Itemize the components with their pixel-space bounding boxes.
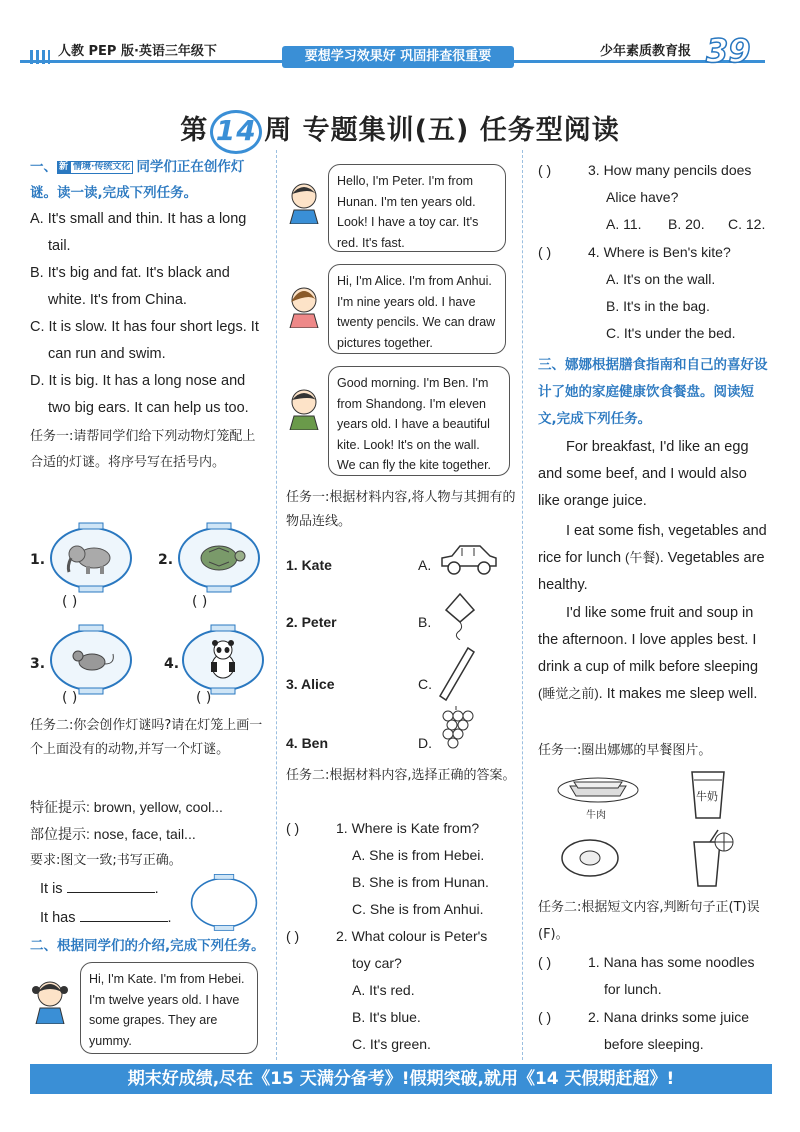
publisher: 少年素质教育报 [600, 44, 692, 59]
beef-label: 牛肉 [586, 810, 606, 821]
ben-speech: Good morning. I'm Ben. I'm from Shandong. I'm eleven years old. I have a beautiful kite. Look! It's on the wall. We can fly the kite together. [328, 366, 510, 476]
book-edition: 人教 PEP 版·英语三年级下 [58, 44, 217, 59]
q3-option-b[interactable]: B. 20. [668, 216, 705, 232]
riddle-d: D. It is big. It has a long nose and two big ears. It can help us too. [30, 373, 249, 416]
match-item-label: B. [418, 614, 432, 630]
task-1-instruction: 任务一:请帮同学们给下列动物灯笼配上合适的灯谜。将序号写在括号内。 [30, 429, 256, 470]
q2-option-c[interactable]: C. It's green. [352, 1036, 431, 1052]
statement-2-cont: before sleeping. [604, 1036, 704, 1052]
alice-avatar-icon [284, 282, 324, 328]
kate-speech: Hi, I'm Kate. I'm from Hebei. I'm twelve years old. I have some grapes. They are yummy. [80, 962, 258, 1054]
section-3-heading: 三、娜娜根据膳食指南和自己的喜好设计了她的家庭健康饮食餐盘。阅读短文,完成下列任务。 [538, 357, 768, 427]
ben-avatar-icon [284, 384, 324, 430]
orange-juice-icon[interactable] [680, 828, 740, 888]
q1-paren[interactable]: ( ) [286, 820, 300, 836]
elephant-lantern-icon [48, 520, 134, 594]
q1-option-c[interactable]: C. She is from Anhui. [352, 901, 484, 917]
toy-car-icon[interactable] [438, 540, 500, 578]
q2-question-cont: toy car? [352, 955, 402, 971]
pencil-icon[interactable] [438, 644, 478, 704]
passage-lunch: I eat some fish, vegetables and rice for lunch (午餐). Vegetables are healthy. [538, 523, 767, 593]
peter-avatar-icon [284, 178, 324, 224]
q2-option-b[interactable]: B. It's blue. [352, 1009, 421, 1025]
q1-question: 1. Where is Kate from? [336, 820, 480, 836]
riddle-a: A. It's small and thin. It has a long tail. [30, 211, 247, 254]
match-name-peter[interactable]: 2. Peter [286, 614, 337, 630]
task-2-instruction: 任务二:你会创作灯谜吗?请在灯笼上画一个上面没有的动物,并写一个灯谜。 [30, 718, 263, 757]
lantern-number: 4. [164, 656, 180, 672]
statement-1: 1. Nana has some noodles [588, 954, 755, 970]
mouse-lantern-icon [48, 622, 134, 696]
q3-option-c[interactable]: C. 12. [728, 216, 766, 232]
statement-2: 2. Nana drinks some juice [588, 1009, 750, 1025]
match-name-kate[interactable]: 1. Kate [286, 557, 332, 573]
q1-option-a[interactable]: A. She is from Hebei. [352, 847, 485, 863]
q4-option-c[interactable]: C. It's under the bed. [606, 325, 736, 341]
riddle-b: B. It's big and fat. It's black and white. It's from China. [30, 265, 230, 308]
it-has-line: It has . [40, 905, 172, 932]
it-is-line: It is . [40, 876, 159, 903]
q4-question: 4. Where is Ben's kite? [588, 244, 731, 260]
statement-1-cont: for lunch. [604, 981, 662, 997]
q3-option-a[interactable]: A. 11. [606, 216, 642, 232]
week-number: 14 [210, 110, 262, 154]
feature-hint: 特征提示: brown, yellow, cool... [30, 799, 223, 815]
header-banner: 要想学习效果好 巩固排查很重要 [282, 46, 514, 68]
s1-paren[interactable]: ( ) [538, 954, 552, 970]
grapes-icon[interactable] [438, 704, 474, 752]
blank-lantern-icon[interactable] [186, 872, 262, 932]
match-item-label: C. [418, 676, 432, 692]
s2-paren[interactable]: ( ) [538, 1009, 552, 1025]
egg-plate-icon[interactable] [560, 836, 620, 880]
q3-paren[interactable]: ( ) [538, 162, 552, 178]
section-2-heading: 二、根据同学们的介绍,完成下列任务。 [30, 938, 265, 954]
q3-question: 3. How many pencils does [588, 162, 752, 178]
kate-avatar-icon [28, 974, 72, 1024]
passage-evening: I'd like some fruit and soup in the afternoon. I love apples best. I drink a cup of milk before sleeping (睡觉之前). It makes me sleep well. [538, 605, 759, 702]
riddle-c: C. It is slow. It has four short legs. It can run and swim. [30, 319, 259, 362]
answer-blank[interactable]: ( ) [196, 690, 212, 706]
s3-task-1-instruction: 任务一:圈出娜娜的早餐图片。 [538, 743, 712, 758]
page-title: 第 14 周 专题集训(五) 任务型阅读 [0, 108, 800, 154]
q2-question: 2. What colour is Peter's [336, 928, 488, 944]
panda-lantern-icon [180, 622, 266, 696]
it-is-blank[interactable] [67, 878, 155, 893]
section-1 [30, 154, 266, 476]
q4-option-b[interactable]: B. It's in the bag. [606, 298, 710, 314]
column-divider [522, 150, 523, 1060]
page-number: 39 [706, 32, 751, 70]
match-name-alice[interactable]: 3. Alice [286, 676, 335, 692]
part-hint: 部位提示: nose, face, tail... [30, 826, 196, 842]
s3-task-2-instruction: 任务二:根据短文内容,判断句子正(T)误(F)。 [538, 900, 760, 942]
lantern-number: 2. [158, 552, 174, 568]
turtle-lantern-icon [176, 520, 262, 594]
q2-paren[interactable]: ( ) [286, 928, 300, 944]
match-name-ben[interactable]: 4. Ben [286, 735, 329, 751]
answer-blank[interactable]: ( ) [192, 594, 208, 610]
requirement: 要求:图文一致;书写正确。 [30, 853, 182, 868]
milk-label: 牛奶 [696, 790, 718, 803]
peter-speech: Hello, I'm Peter. I'm from Hunan. I'm ten years old. Look! I have a toy car. It's red. It's fast. [328, 164, 506, 252]
q4-paren[interactable]: ( ) [538, 244, 552, 260]
it-has-blank[interactable] [80, 907, 168, 922]
match-item-label: A. [418, 557, 432, 573]
lantern-number: 3. [30, 656, 46, 672]
column-divider [276, 150, 277, 1060]
passage-breakfast: For breakfast, I'd like an egg and some beef, and I would also like orange juice. [538, 439, 749, 509]
answer-blank[interactable]: ( ) [62, 690, 78, 706]
s2-task-2-instruction: 任务二:根据材料内容,选择正确的答案。 [286, 768, 516, 783]
q3-question-cont: Alice have? [606, 189, 679, 205]
q2-option-a[interactable]: A. It's red. [352, 982, 415, 998]
q1-option-b[interactable]: B. She is from Hunan. [352, 874, 489, 890]
section-1-heading: 一、 新 情境·传统文化 同学们正在创作灯谜。读一读,完成下列任务。 [30, 159, 245, 201]
q4-option-a[interactable]: A. It's on the wall. [606, 271, 716, 287]
footer-banner: 期末好成绩,尽在《15 天满分备考》!假期突破,就用《14 天假期赶超》! [30, 1064, 772, 1094]
kite-icon[interactable] [440, 590, 480, 640]
match-item-label: D. [418, 735, 432, 751]
alice-speech: Hi, I'm Alice. I'm from Anhui. I'm nine years old. I have twenty pencils. We can draw pictures together. [328, 264, 506, 354]
answer-blank[interactable]: ( ) [62, 594, 78, 610]
lantern-number: 1. [30, 552, 46, 568]
s2-task-1-instruction: 任务一:根据材料内容,将人物与其拥有的物品连线。 [286, 490, 516, 529]
